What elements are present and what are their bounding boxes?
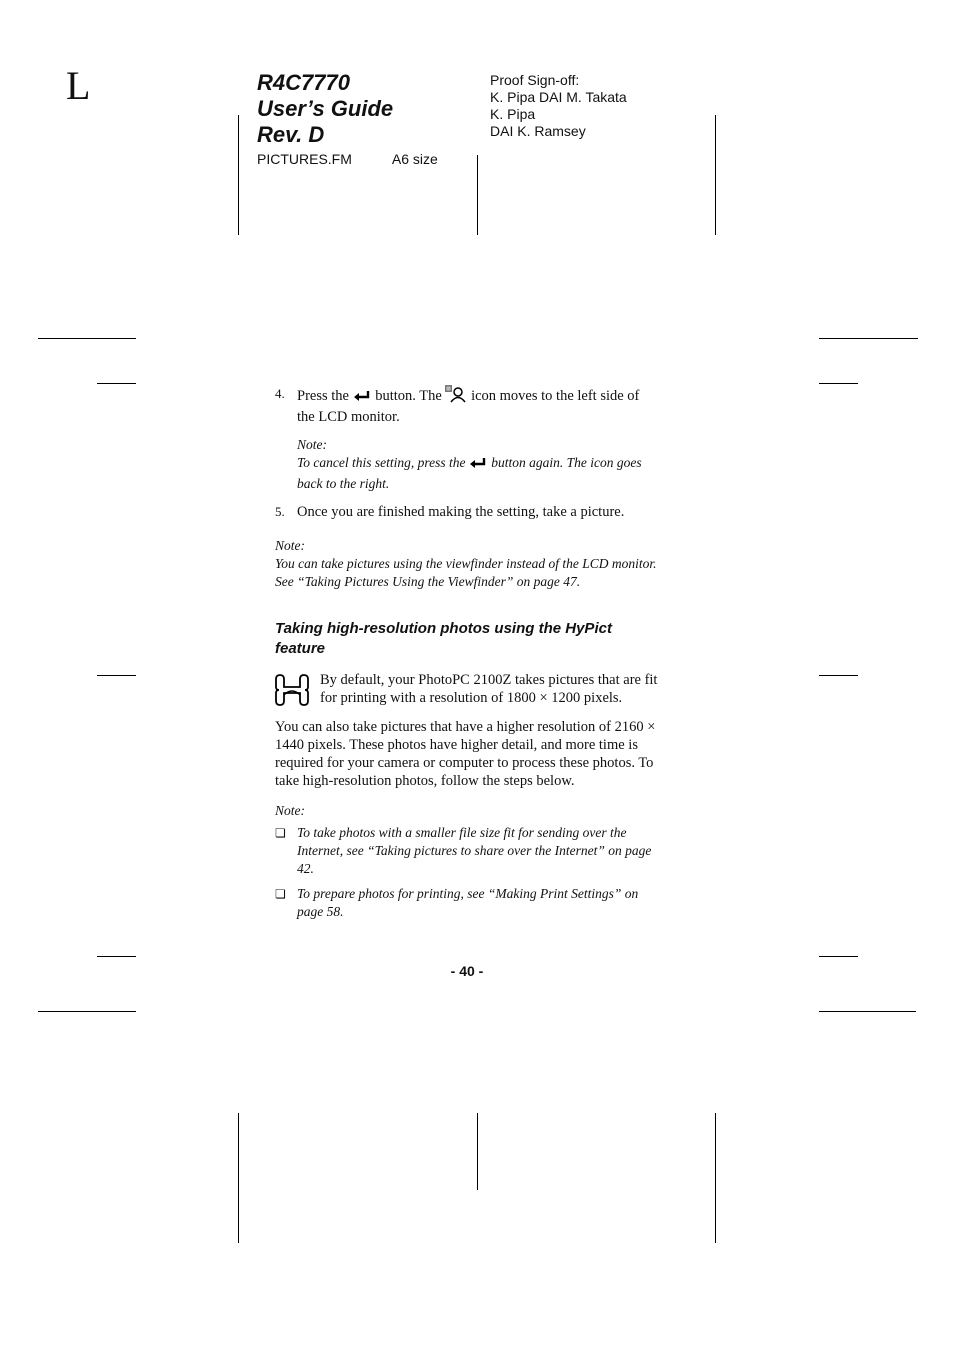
list-item-text: To take photos with a smaller file size fit for sending over the Internet, see “Taking pictures to share over the Internet” on page 42.	[297, 825, 652, 876]
note-hypict	[275, 802, 659, 921]
step-text: Press the	[297, 388, 349, 404]
crop-mark	[38, 1011, 136, 1012]
crop-mark	[819, 383, 858, 384]
proof-line-4: DAI K. Ramsey	[490, 123, 586, 139]
note-text: button again. The icon goes back to the right.	[297, 455, 642, 491]
page-size: A6 size	[391, 151, 438, 167]
bullet-box-icon: ❏	[275, 887, 286, 901]
step-number: 4.	[275, 386, 285, 401]
page-number: - 40 -	[450, 963, 484, 979]
crop-mark	[238, 1113, 239, 1243]
step-5	[275, 503, 659, 521]
note-text: You can take pictures using the viewfinder instead of the LCD monitor. See “Taking Pictures Using the Viewfinder” on page 47.	[275, 556, 657, 589]
crop-mark	[97, 675, 136, 676]
crop-mark	[715, 115, 716, 235]
note-title: Note:	[275, 803, 305, 818]
crop-mark	[97, 956, 136, 957]
note-cancel	[297, 436, 659, 493]
corner-letter: L	[66, 63, 91, 108]
list-item	[275, 885, 659, 921]
list-item	[275, 824, 659, 878]
crop-mark	[819, 1011, 916, 1012]
hypict-body: You can also take pictures that have a higher resolution of 2160 × 1440 pixels. These photos have higher detail, and more time is required for your camera or computer to process these photos. To take high-resolution photos, follow the steps below.	[275, 719, 656, 789]
crop-mark	[238, 115, 239, 235]
crop-mark	[477, 155, 478, 235]
enter-arrow-icon	[353, 390, 372, 408]
crop-mark	[819, 956, 858, 957]
step-text: icon moves to the left side of the LCD monitor.	[297, 388, 640, 425]
crop-mark	[97, 383, 136, 384]
step-text: button. The	[375, 388, 442, 404]
note-text: To cancel this setting, press the	[297, 455, 466, 470]
person-mode-icon	[445, 385, 467, 408]
proof-signoff	[490, 72, 627, 140]
crop-mark	[715, 1113, 716, 1243]
title-line-2: User’s Guide	[257, 96, 394, 121]
title-line-3: Rev. D	[257, 122, 325, 147]
proof-line-2: K. Pipa DAI M. Takata	[490, 89, 627, 105]
title-line-1: R4C7770	[257, 70, 350, 95]
list-item-text: To prepare photos for printing, see “Making Print Settings” on page 58.	[297, 886, 639, 919]
enter-arrow-icon	[469, 457, 488, 475]
document-title	[257, 70, 393, 148]
bullet-box-icon: ❏	[275, 826, 286, 840]
proof-line-1: Proof Sign-off:	[490, 72, 580, 88]
hypict-icon	[275, 673, 309, 707]
crop-mark	[38, 338, 136, 339]
hypict-intro	[275, 671, 659, 707]
step-text: Once you are finished making the setting, take a picture.	[297, 504, 625, 520]
crop-mark	[477, 1113, 478, 1190]
hypict-intro-text: By default, your PhotoPC 2100Z takes pictures that are fit for printing with a resolution of 1800 × 1200 pixels.	[320, 672, 658, 706]
proof-line-3: K. Pipa	[490, 106, 536, 122]
note-viewfinder	[275, 537, 659, 591]
crop-mark	[819, 675, 858, 676]
note-title: Note:	[275, 538, 305, 553]
file-info	[257, 151, 438, 167]
note-title: Note:	[297, 437, 327, 452]
file-name: PICTURES.FM	[257, 151, 352, 167]
crop-mark	[819, 338, 918, 339]
page-content	[275, 385, 659, 921]
step-number: 5.	[275, 504, 285, 519]
section-heading: Taking high-resolution photos using the HyPict feature	[275, 620, 612, 657]
step-4	[275, 385, 659, 426]
